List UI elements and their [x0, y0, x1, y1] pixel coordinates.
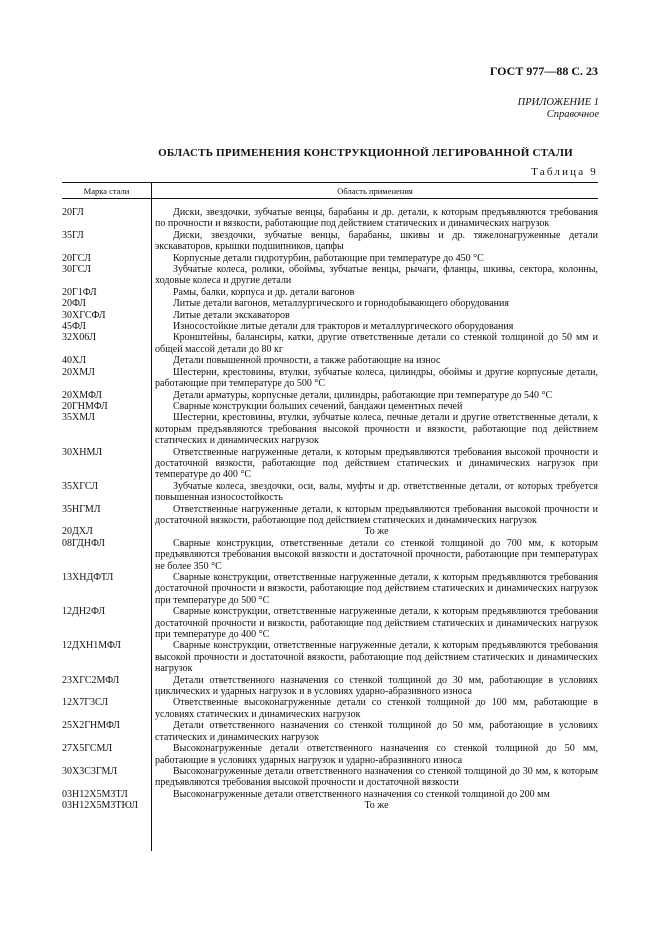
application-text: Сварные конструкции больших сечений, бандажи цементных печей [173, 400, 463, 412]
steel-grade: 08ГДНФЛ [62, 537, 105, 549]
steel-grade: 20ГНМФЛ [62, 400, 108, 412]
steel-grade: 35ХМЛ [62, 412, 95, 424]
steel-grade: 20ХМФЛ [62, 389, 102, 401]
application-text: Ответственные нагруженные детали, к которым предъявляются требования высокой прочности и достаточной вязкости, работающие под действием статических и динамических нагрузок [155, 503, 598, 526]
application-text: Сварные конструкции, ответственные нагруженные детали, к которым предъявляются требования достаточной прочности и вязкости, работающие под действием статических и динамических нагрузок при температуре до 500 °C [155, 572, 598, 606]
application-text: Диски, звездочки, зубчатые венцы, барабаны, шкивы и др. тяжелонагруженные детали экскаваторов, крышки подшипников, цапфы [155, 229, 598, 253]
application-text: Детали ответственного назначения со стенкой толщиной до 30 мм, работающие в условиях циклических и ударных нагрузок и в условиях ударно-абразивного износа [155, 674, 598, 698]
table-row [62, 800, 598, 811]
table-row [62, 207, 598, 230]
steel-grade: 20ДХЛ [62, 526, 93, 538]
table-row [62, 367, 598, 390]
application-text: Корпусные детали гидротурбин, работающие при температуре до 450 °C [173, 252, 484, 264]
column-divider [151, 199, 152, 851]
application-text: Детали ответственного назначения со стенкой толщиной до 50 мм, работающие в условиях статических и динамических нагрузок [155, 720, 598, 743]
steel-grade: 20ФЛ [62, 298, 86, 310]
steel-grade: 03Н12Х5М3ТЛ [62, 788, 128, 800]
table-row [62, 230, 598, 253]
steel-grade: 20ХМЛ [62, 366, 95, 378]
application-text: Шестерни, крестовины, втулки, зубчатые колеса, цилиндры, обоймы и другие корпусные детали, работающие при температуре до 500 °C [155, 366, 598, 390]
steel-grade: 35НГМЛ [62, 503, 101, 515]
steel-grade: 12ДН2ФЛ [62, 606, 105, 618]
application-text: Зубчатые колеса, ролики, обоймы, зубчатые венцы, рычаги, фланцы, шкивы, сектора, колонны, ходовые колеса и другие детали [155, 264, 598, 287]
table-row [62, 321, 598, 332]
table-row [62, 401, 598, 412]
steel-grade: 45ФЛ [62, 321, 86, 333]
table-row [62, 412, 598, 446]
application-text: Высоконагруженные детали ответственного назначения со стенкой толщиной до 50 мм, работающие в условиях ударных нагрузок и ударно-абразивного износа [155, 743, 598, 766]
steel-grade: 32Х06Л [62, 332, 97, 344]
steel-grade: 03Н12Х5М3ТЮЛ [62, 800, 139, 812]
steel-grade: 25Х2ГНМФЛ [62, 720, 120, 732]
steel-grade: 12ДХН1МФЛ [62, 640, 121, 652]
table-row [62, 572, 598, 606]
table-row [62, 606, 598, 640]
table-row [62, 720, 598, 743]
appendix-type: Справочное [546, 109, 599, 120]
table-row [62, 766, 598, 789]
table-row [62, 538, 598, 572]
table-row [62, 504, 598, 527]
steel-grade: 30ГСЛ [62, 264, 91, 276]
application-text: Сварные конструкции, ответственные нагруженные детали, к которым предъявляются требования достаточной прочности и вязкости, работающие под действием статических и динамических нагрузок при температуре до 400 °C [155, 606, 598, 641]
steel-grade: 20ГСЛ [62, 252, 91, 264]
application-text: Рамы, балки, корпуса и др. детали вагонов [173, 286, 355, 298]
table-row [62, 640, 598, 674]
table-row [62, 675, 598, 698]
application-text: Зубчатые колеса, звездочки, оси, валы, муфты и др. ответственные детали, от которых требуется повышенная износостойкость [155, 480, 598, 504]
steel-grade: 30ХГСФЛ [62, 309, 106, 321]
table-row [62, 253, 598, 264]
application-text: То же [364, 800, 389, 812]
table-row [62, 789, 598, 800]
table-row [62, 481, 598, 504]
steel-grade: 27Х5ГСМЛ [62, 743, 113, 755]
steel-grade: 13ХНДФТЛ [62, 572, 114, 583]
application-text: То же [364, 526, 389, 538]
table-row [62, 447, 598, 481]
table-row [62, 332, 598, 355]
table-row [62, 526, 598, 537]
steel-grade: 23ХГС2МФЛ [62, 674, 120, 686]
steel-grade: 30Х3С3ГМЛ [62, 765, 118, 777]
application-text: Ответственные высоконагруженные детали со стенкой толщиной до 100 мм, работающие в условиях статических и динамических нагрузок [155, 697, 598, 720]
steel-grade: 35ГЛ [62, 229, 84, 241]
steel-grade: 20ГЛ [62, 207, 84, 218]
table-row [62, 390, 598, 401]
page-header: ГОСТ 977—88 С. 23 [489, 64, 598, 78]
table-header [62, 182, 598, 199]
steel-grade: 35ХГСЛ [62, 480, 99, 492]
application-text: Диски, звездочки, зубчатые венцы, барабаны и др. детали, к которым предъявляются требования по прочности и вязкости, работающие под действием статических и динамических нагрузок [155, 207, 598, 230]
application-text: Высоконагруженные детали ответственного назначения со стенкой толщиной до 200 мм [173, 788, 550, 800]
application-text: Детали арматуры, корпусные детали, цилиндры, работающие при температуре до 540 °C [173, 389, 553, 401]
steel-grade: 40ХЛ [62, 355, 87, 367]
column-header-application: Область применения [337, 185, 413, 196]
page-title: ОБЛАСТЬ ПРИМЕНЕНИЯ КОНСТРУКЦИОННОЙ ЛЕГИРОВАННОЙ СТАЛИ [158, 147, 573, 159]
application-text: Кронштейны, балансиры, катки, другие ответственные детали со стенкой толщиной до 50 мм и общей массой детали до 80 кг [155, 332, 598, 355]
table-row [62, 743, 598, 766]
table-row [62, 298, 598, 309]
application-text: Износостойкие литые детали для тракторов и металлургического оборудования [173, 321, 514, 333]
column-header-grade: Марка стали [62, 183, 152, 198]
application-text: Сварные конструкции, ответственные детали со стенкой толщиной до 700 мм, к которым предъявляются требования высокой вязкости и достаточной прочности, работающие при температурах не более 350 °C [155, 537, 598, 572]
appendix-label: ПРИЛОЖЕНИЕ 1 [517, 97, 599, 108]
table-row [62, 697, 598, 720]
appendix-block [518, 97, 599, 121]
table-body [62, 199, 598, 812]
application-text: Шестерни, крестовины, втулки, зубчатые колеса, печные детали и другие ответственные детали, к которым предъявляются требования высокой прочности и вязкости, работающие под действием статических и динамических нагрузок [155, 412, 598, 447]
table-number: Таблица 9 [531, 166, 598, 178]
table-row [62, 264, 598, 287]
application-text: Литые детали экскаваторов [173, 309, 290, 321]
application-text: Сварные конструкции, ответственные нагруженные детали, к которым предъявляются требования высокой прочности и достаточной вязкости, работающие под действием статических и динамических нагрузок [155, 640, 598, 675]
table-row [62, 355, 598, 366]
application-text: Высоконагруженные детали ответственного назначения со стенкой толщиной до 30 мм, к которым предъявляются требования высокой прочности и достаточной вязкости [155, 765, 598, 789]
application-text: Ответственные нагруженные детали, к которым предъявляются требования высокой прочности и достаточной вязкости, работающие под действием статических и динамических нагрузок при температуре до 400 °C [155, 446, 598, 481]
steel-grade: 30ХНМЛ [62, 446, 103, 458]
application-text: Детали повышенной прочности, а также работающие на износ [173, 355, 441, 367]
steel-grade: 12Х7Г3СЛ [62, 697, 109, 709]
steel-application-table [62, 182, 598, 812]
table-row [62, 310, 598, 321]
table-row [62, 287, 598, 298]
application-text: Литые детали вагонов, металлургического и горнодобывающего оборудования [173, 298, 509, 310]
steel-grade: 20Г1ФЛ [62, 286, 97, 298]
